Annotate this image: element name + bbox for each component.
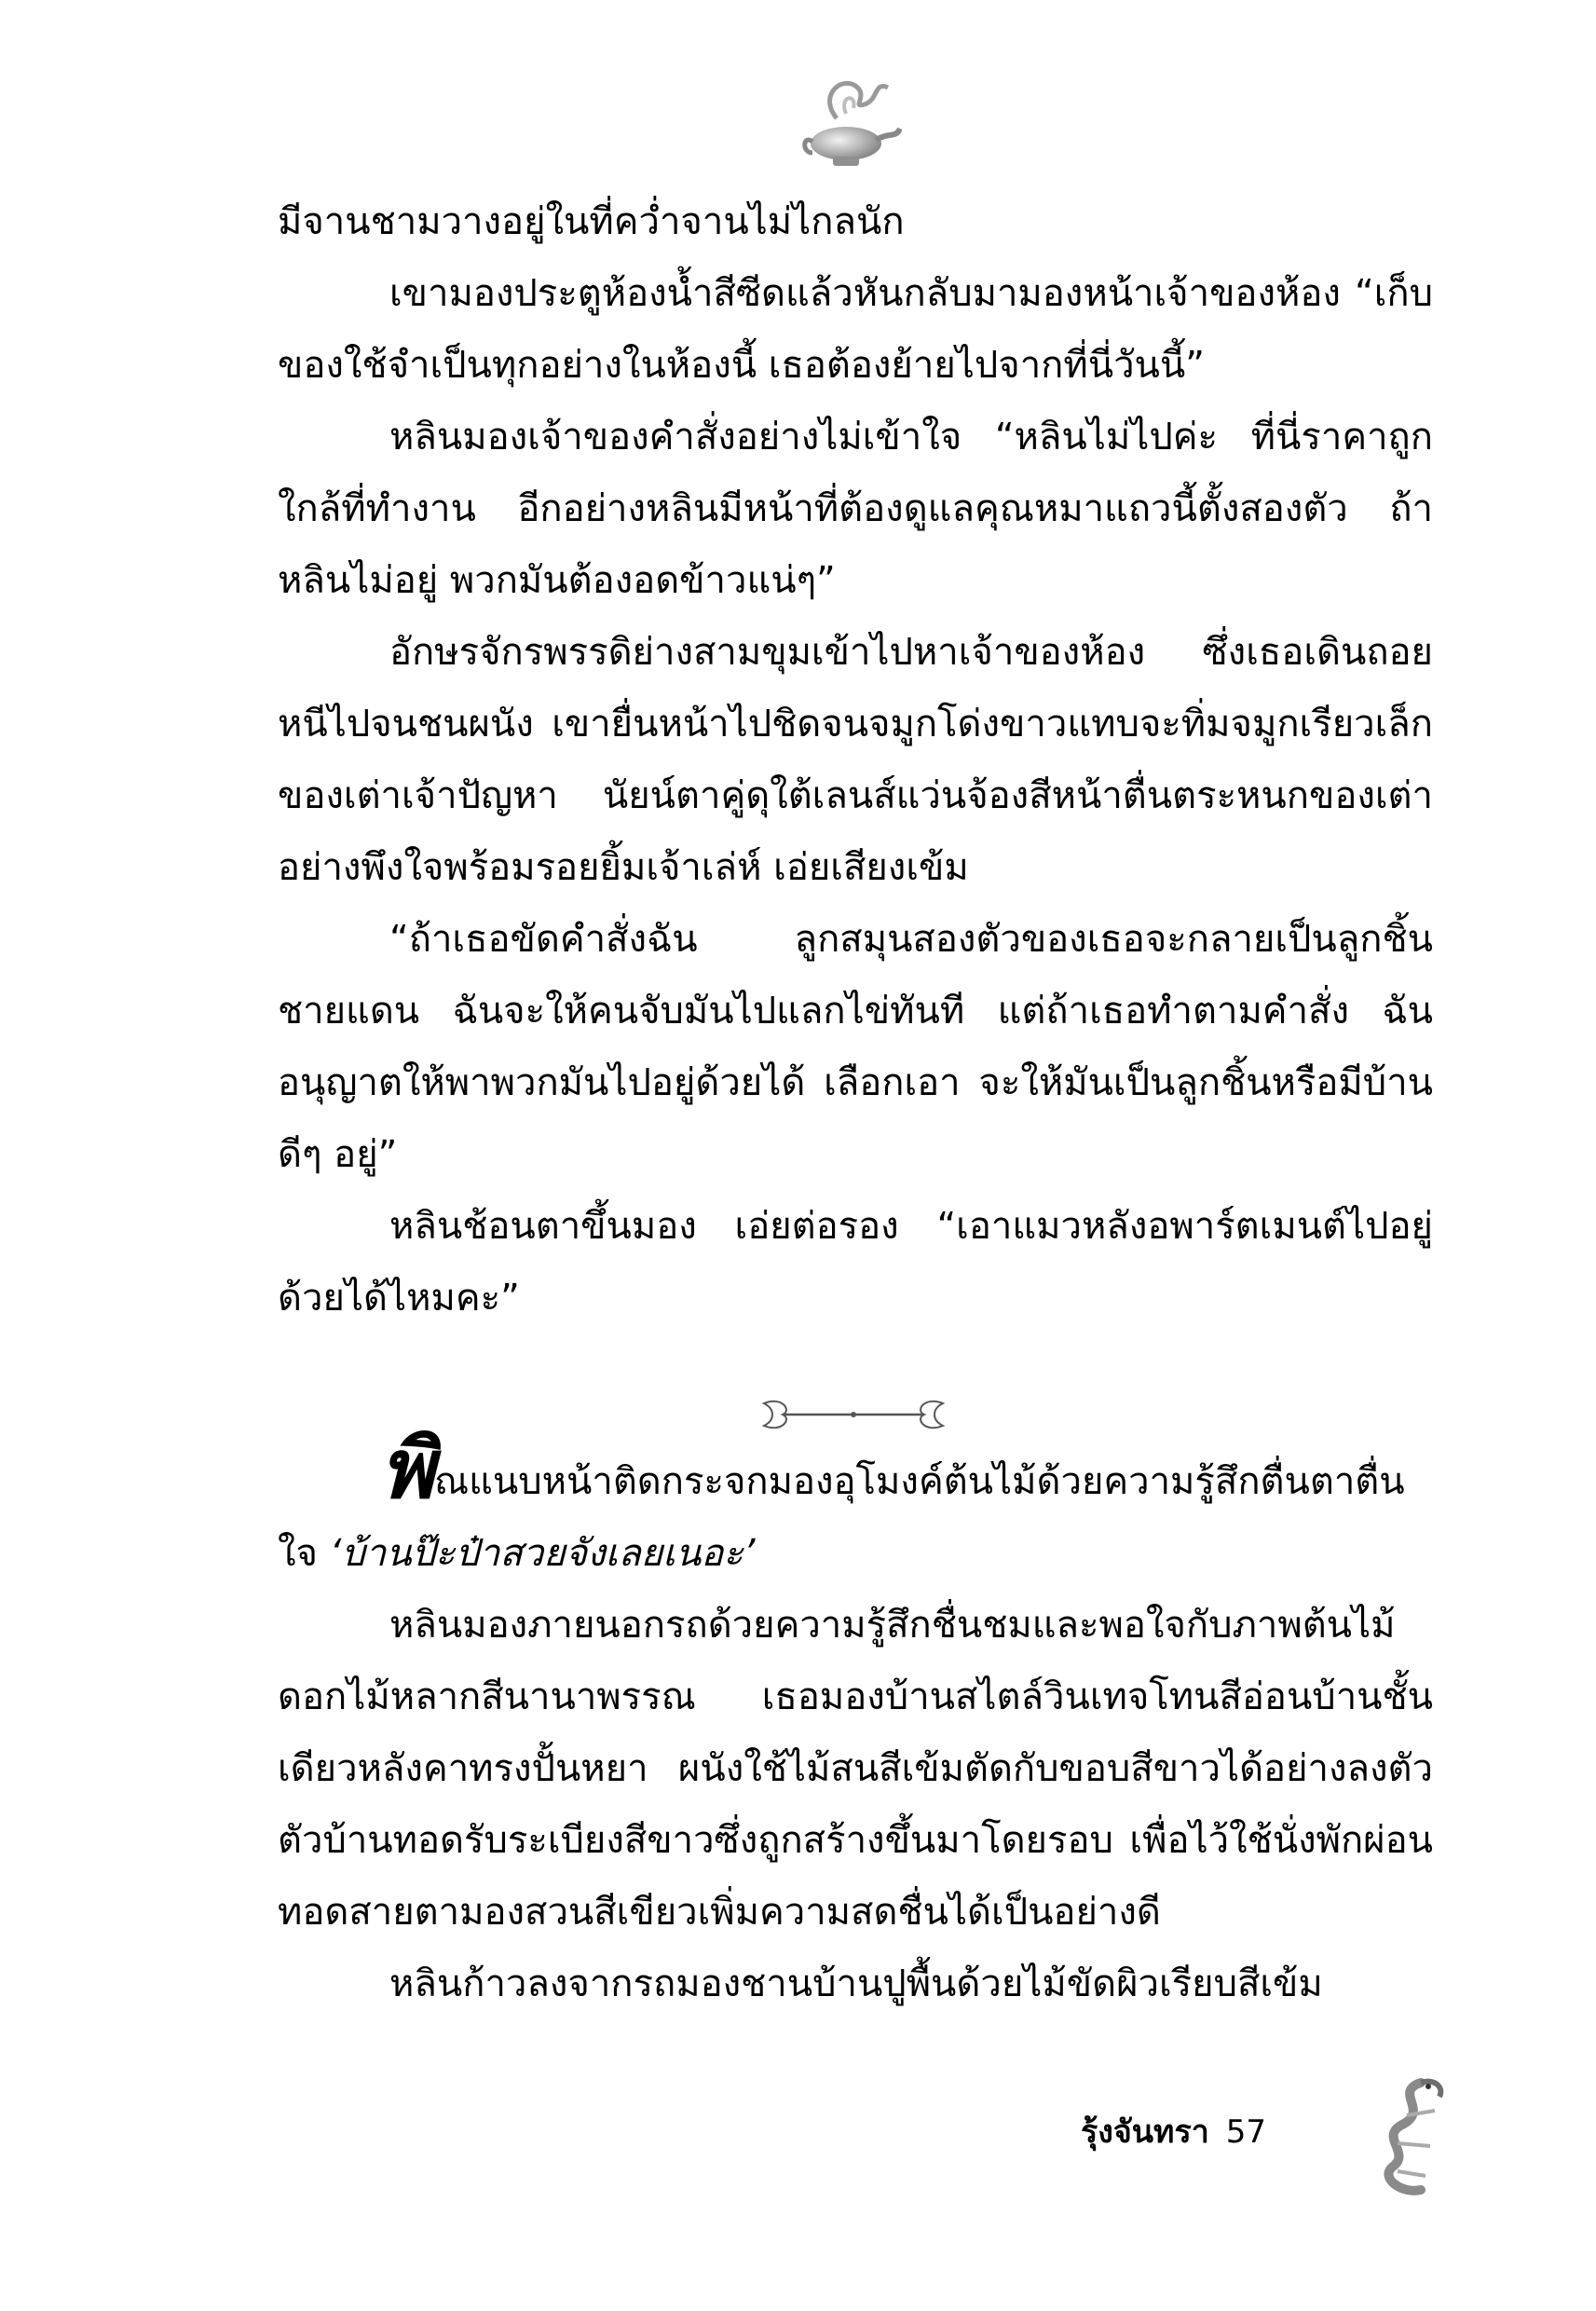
opening-text: ณแนบหน้าติดกระจกมองอุโมงค์ต้นไม้ด้วยความรู้สึกตื่นตาตื่นใจ [278,1460,1405,1575]
section-opening-paragraph [278,1420,1433,1590]
page-number: 57 [1225,2113,1267,2151]
paragraph: หลินช้อนตาขึ้นมอง เอ่ยต่อรอง “เอาแมวหลังอพาร์ตเมนต์ไปอยู่ด้วยได้ไหมคะ” [278,1205,1433,1320]
floral-divider-icon [755,1392,952,1437]
paragraph: อักษรจักรพรรดิย่างสามขุมเข้าไปหาเจ้าของห้อง ซึ่งเธอเดินถอยหนีไปจนชนผนัง เขายื่นหน้าไปชิดจนจมูกโด่งขาวแทบจะทิ่มจมูกเรียวเล็กของเต่าเจ้าปัญหา นัยน์ตาคู่ดุใต้เลนส์แว่นจ้องสีหน้าตื่นตระหนกของเต่าอย่างพึงใจพร้อมรอยยิ้มเจ้าเล่ห์ เอ่ยเสียงเข้ม [278,631,1433,889]
paragraph: หลินมองภายนอกรถด้วยความรู้สึกชื่นชมและพอใจกับภาพต้นไม้ดอกไม้หลากสีนานาพรรณ เธอมองบ้านสไตล์วินเทจโทนสีอ่อนบ้านชั้นเดียวหลังคาทรงปั้นหยา ผนังใช้ไม้สนสีเข้มตัดกับขอบสีขาวได้อย่างลงตัว ตัวบ้านทอดรับระเบียงสีขาวซึ่งถูกสร้างขึ้นมาโดยรอบ เพื่อไว้ใช้นั่งพักผ่อนทอดสายตามองสวนสีเขียวเพิ่มความสดชื่นได้เป็นอย่างดี [278,1604,1433,1934]
paragraph: เขามองประตูห้องน้ำสีซีดแล้วหันกลับมามองหน้าเจ้าของห้อง “เก็บของใช้จำเป็นทุกอย่างในห้องนี้ เธอต้องย้ายไปจากที่นี่วันนี้” [278,272,1433,387]
body-text-section2 [278,1420,1433,2020]
paragraph: “ถ้าเธอขัดคำสั่งฉัน ลูกสมุนสองตัวของเธอจะกลายเป็นลูกชิ้นชายแดน ฉันจะให้คนจับมันไปแลกไข่ทันที แต่ถ้าเธอทำตามคำสั่ง ฉันอนุญาตให้พาพวกมันไปอยู่ด้วยได้ เลือกเอา จะให้มันเป็นลูกชิ้นหรือมีบ้านดีๆ อยู่” [278,918,1433,1176]
drop-cap: พิ [380,1420,435,1517]
genie-lamp-icon [799,67,902,179]
dragon-icon [1356,2073,1458,2204]
paragraph: มีจานชามวางอยู่ในที่คว่ำจานไม่ไกลนัก [278,200,905,243]
paragraph: หลินมองเจ้าของคำสั่งอย่างไม่เข้าใจ “หลินไม่ไปค่ะ ที่นี่ราคาถูกใกล้ที่ทำงาน อีกอย่างหลินมีหน้าที่ต้องดูแลคุณหมาแถวนี้ตั้งสองตัว ถ้าหลินไม่อยู่ พวกมันต้องอดข้าวแน่ๆ” [278,416,1433,602]
page-footer [1081,2106,1266,2156]
paragraph: หลินก้าวลงจากรถมองชานบ้านปูพื้นด้วยไม้ขัดผิวเรียบสีเข้ม [389,1962,1323,2005]
body-text-top [278,186,1433,1334]
italic-thought: ‘บ้านป๊ะป๋าสวยจังเลยเนอะ’ [329,1532,756,1575]
book-title: รุ้งจันทรา [1081,2113,1209,2151]
